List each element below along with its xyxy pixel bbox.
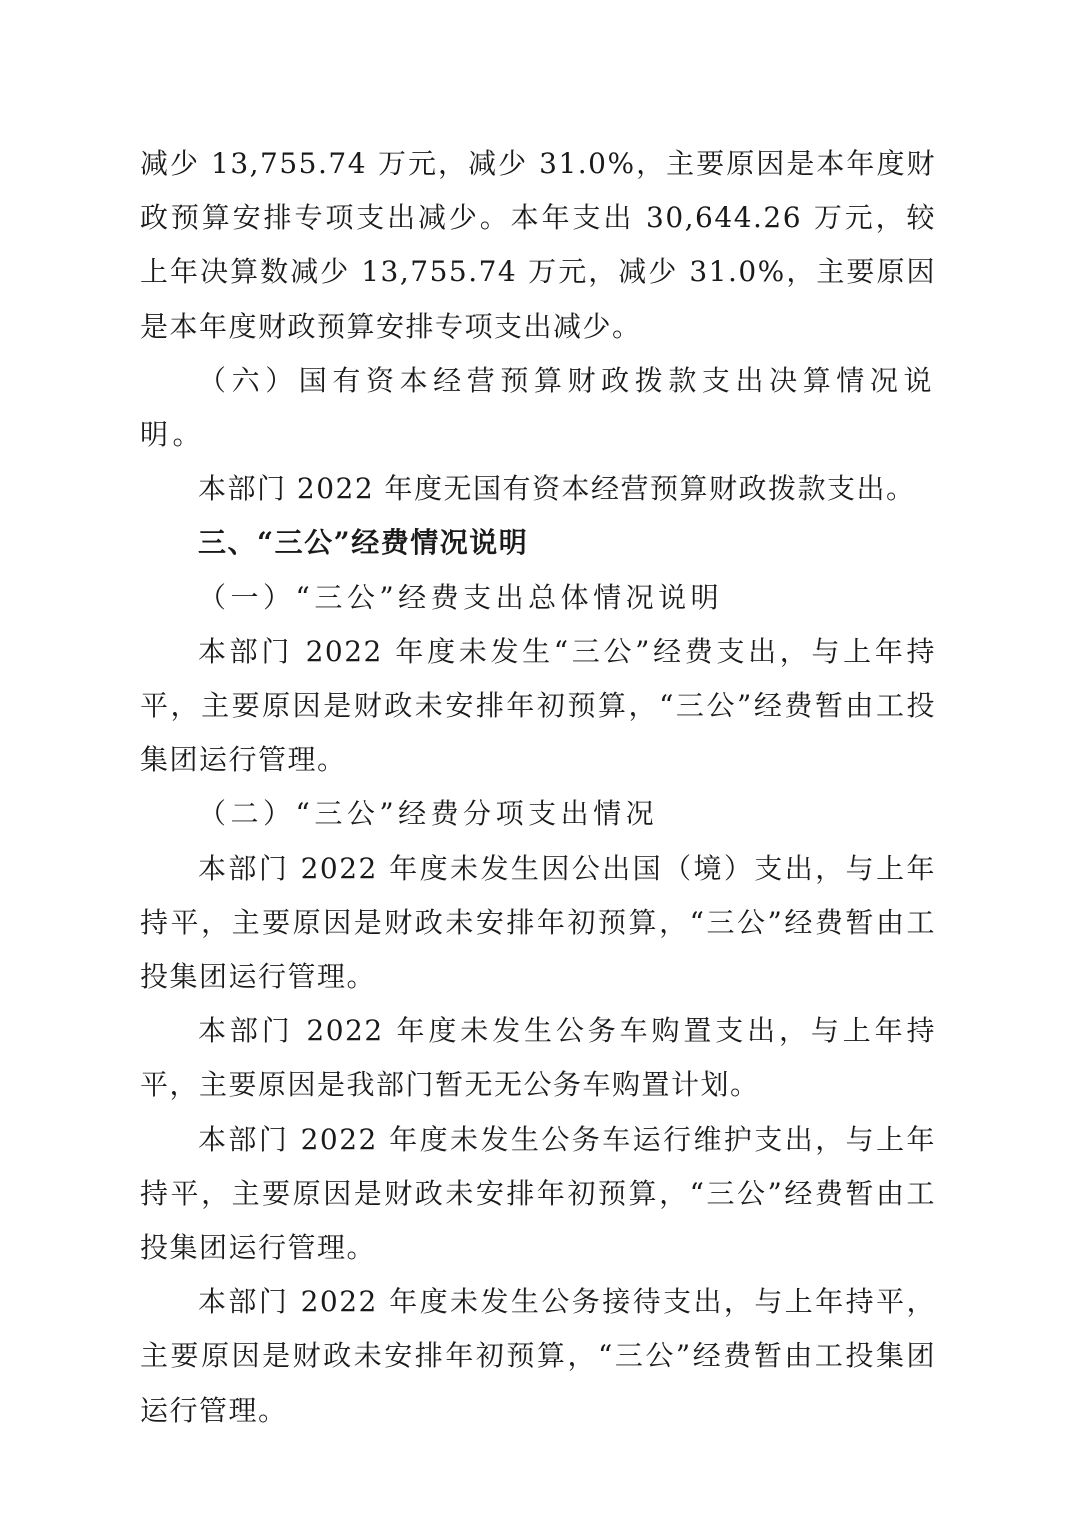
document-body: [140, 137, 936, 1438]
subheading-itemized: （二）“三公”经费分项支出情况: [198, 797, 659, 831]
paragraph-outbound-travel: 本部门 2022 年度未发生因公出国（境）支出，与上年持平，主要原因是财政未安排年初预算，“三公”经费暂由工投集团运行管理。: [140, 851, 936, 994]
heading-three-public-expenses: 三、“三公”经费情况说明: [198, 526, 529, 560]
paragraph-vehicle-maintenance: 本部门 2022 年度未发生公务车运行维护支出，与上年持平，主要原因是财政未安排年初预算，“三公”经费暂由工投集团运行管理。: [140, 1122, 936, 1265]
paragraph-reception: 本部门 2022 年度未发生公务接待支出，与上年持平，主要原因是财政未安排年初预算，“三公”经费暂由工投集团运行管理。: [140, 1285, 936, 1427]
paragraph-overall: 本部门 2022 年度未发生“三公”经费支出，与上年持平，主要原因是财政未安排年初预算，“三公”经费暂由工投集团运行管理。: [140, 634, 936, 777]
paragraph-vehicle-purchase: 本部门 2022 年度未发生公务车购置支出，与上年持平，主要原因是我部门暂无无公务车购置计划。: [140, 1014, 936, 1102]
paragraph-state-capital: 本部门 2022 年度无国有资本经营预算财政拨款支出。: [198, 472, 916, 506]
subheading-state-capital: （六）国有资本经营预算财政拨款支出决算情况说明。: [140, 363, 936, 452]
subheading-overall: （一）“三公”经费支出总体情况说明: [198, 580, 724, 614]
paragraph-budget-decrease: 减少 13,755.74 万元，减少 31.0%，主要原因是本年度财政预算安排专项支出减少。本年支出 30,644.26 万元，较上年决算数减少 13,755.74 万元，减少 31.0%，主要原因是本年度财政预算安排专项支出减少。: [140, 147, 936, 343]
